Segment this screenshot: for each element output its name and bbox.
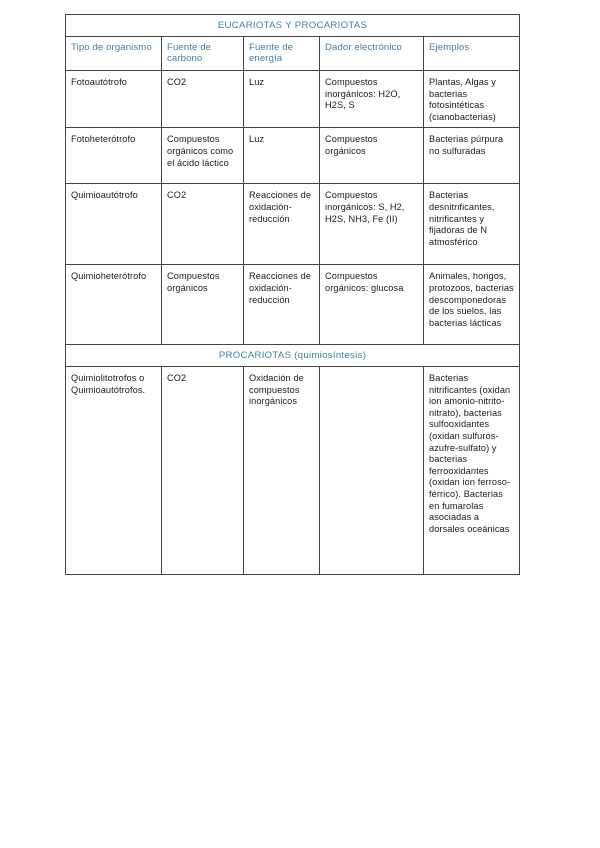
section-title-eucariotas-procariotas: EUCARIOTAS Y PROCARIOTAS [66,15,520,37]
cell-energia: Oxidación de compuestos inorgánicos [244,366,320,574]
table-row [66,71,520,128]
cell-tipo: Fotoheterótrofo [66,128,162,184]
cell-ejemplos: Plantas, Algas y bacterias fotosintéticas (cianobacterias) [424,71,520,128]
cell-carbono: CO2 [162,71,244,128]
cell-carbono: Compuestos orgánicos [162,265,244,345]
cell-dador: Compuestos inorgánicos: H2O, H2S, S [320,71,424,128]
cell-dador [320,366,424,574]
organism-classification-table [65,14,520,575]
cell-ejemplos: Animales, hongos, protozoos, bacterias descomponedoras de los suelos, las bacterias lácticas [424,265,520,345]
cell-energia: Reacciones de oxidación-reducción [244,265,320,345]
column-header-row [66,36,520,70]
cell-dador: Compuestos orgánicos: glucosa [320,265,424,345]
cell-energia: Reacciones de oxidación-reducción [244,184,320,265]
cell-tipo: Quimioautótrofo [66,184,162,265]
cell-carbono: Compuestos orgánicos como el ácido láctico [162,128,244,184]
section-title-row [66,15,520,37]
table-row [66,265,520,345]
table-row [66,128,520,184]
cell-carbono: CO2 [162,184,244,265]
cell-dador: Compuestos orgánicos [320,128,424,184]
header-ejemplos: Ejemplos [424,36,520,70]
section-title-row [66,345,520,367]
cell-carbono: CO2 [162,366,244,574]
header-tipo-organismo: Tipo de organismo [66,36,162,70]
cell-ejemplos: Bacterias nitrificantes (oxidan ion amonio-nitrito-nitrato), bacterias sulfooxidantes (oxidan sulfuros-azufre-sulfato) y bacterias ferrooxidantes (oxidan ion ferroso- férrico). Bacterias en fumarolas asociadas a dorsales oceánicas [424,366,520,574]
header-fuente-carbono: Fuente de carbono [162,36,244,70]
cell-tipo: Quimioheterótrofo [66,265,162,345]
cell-tipo: Quimiolitotrofos o Quimioautótrofos. [66,366,162,574]
cell-ejemplos: Bacterias púrpura no sulfuradas [424,128,520,184]
section-title-procariotas-quimiosintesis: PROCARIOTAS (quimiosíntesis) [66,345,520,367]
table-row [66,184,520,265]
cell-dador: Compuestos inorgánicos: S, H2, H2S, NH3, Fe (II) [320,184,424,265]
cell-tipo: Fotoautótrofo [66,71,162,128]
cell-energia: Luz [244,71,320,128]
table-row [66,366,520,574]
cell-energia: Luz [244,128,320,184]
header-fuente-energia: Fuente de energía [244,36,320,70]
cell-ejemplos: Bacterias desnitrificantes, nitrificantes y fijadoras de N atmosférico [424,184,520,265]
header-dador-electronico: Dador electrónico [320,36,424,70]
